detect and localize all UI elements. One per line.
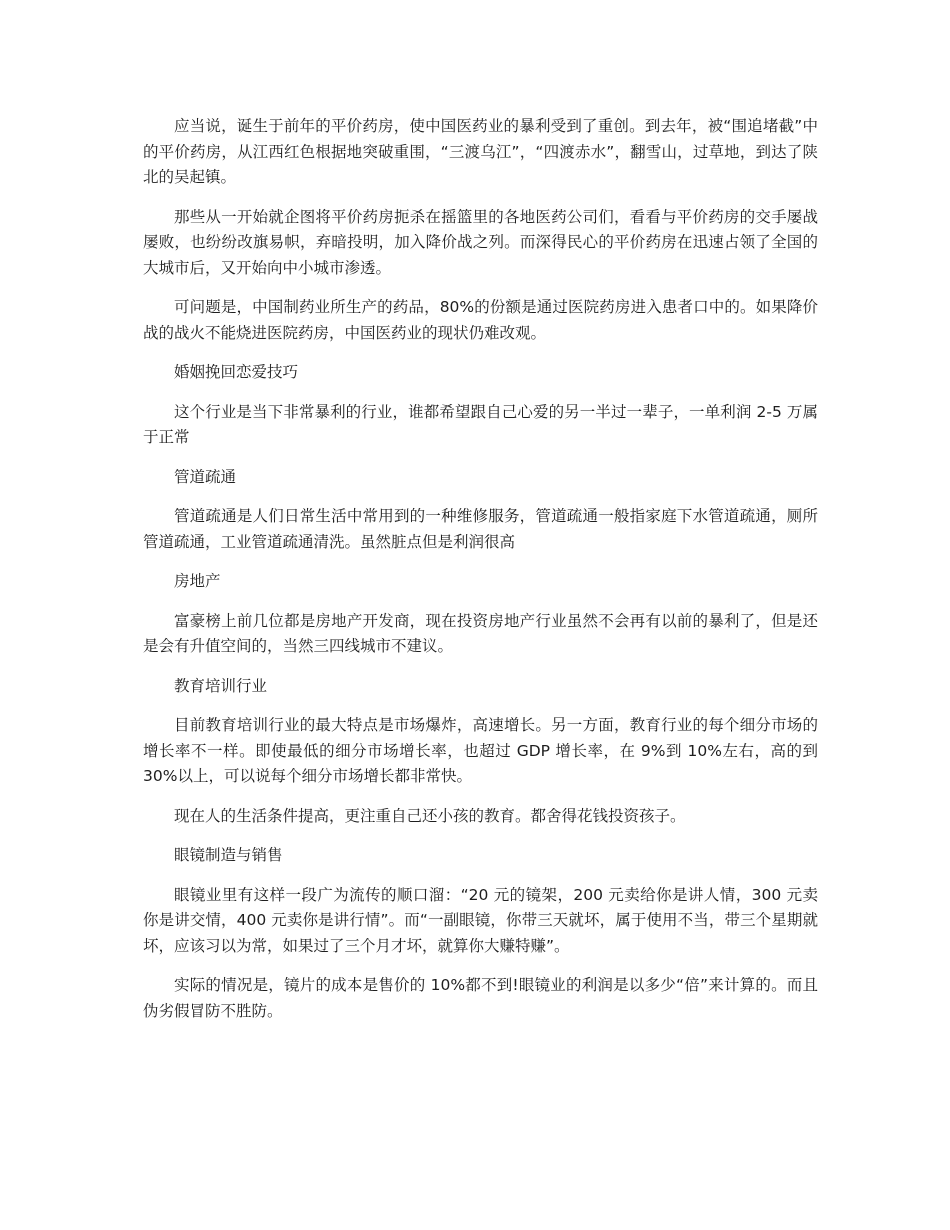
heading-eyewear: 眼镜制造与销售: [174, 846, 283, 864]
heading-pipe-dredging: 管道疏通: [174, 467, 237, 486]
paragraph-hospital-pharmacy: 可问题是，中国制药业所生产的药品，80%的份额是通过医院药房进入患者口中的。如果降价战的战火不能烧进医院药房，中国医药业的现状仍难改观。: [143, 298, 818, 342]
paragraph-marriage-recovery: 这个行业是当下非常暴利的行业，谁都希望跟自己心爱的另一半过一辈子，一单利润 2-5 万属于正常: [143, 402, 818, 446]
paragraph-education-market: 目前教育培训行业的最大特点是市场爆炸，高速增长。另一方面，教育行业的每个细分市场的增长率不一样。即使最低的细分市场增长率，也超过 GDP 增长率，在 9%到 10%左右，高的到 30%以上，可以说每个细分市场增长都非常快。: [143, 716, 818, 785]
heading-marriage-recovery: 婚姻挽回恋爱技巧: [174, 363, 299, 381]
heading-real-estate: 房地产: [174, 572, 221, 590]
paragraph-eyewear-saying: 眼镜业里有这样一段广为流传的顺口溜：“20 元的镜架，200 元卖给你是讲人情，300 元卖你是讲交情，400 元卖你是讲行情”。而“一副眼镜，你带三天就坏，属于使用不当，带三个星期就坏，应该习以为常，如果过了三个月才坏，就算你大赚特赚”。: [143, 885, 818, 955]
paragraph-education-investment: 现在人的生活条件提高，更注重自己还小孩的教育。都舍得花钱投资孩子。: [174, 806, 686, 825]
heading-education-training: 教育培训行业: [174, 676, 268, 695]
paragraph-pharma-companies: 那些从一开始就企图将平价药房扼杀在摇篮里的各地医药公司们，看看与平价药房的交手屡战屡败，也纷纷改旗易帜，弃暗投明，加入降价战之列。而深得民心的平价药房在迅速占领了全国的大城市后，又开始向中小城市渗透。: [143, 207, 818, 277]
paragraph-pipe-dredging: 管道疏通是人们日常生活中常用到的一种维修服务，管道疏通一般指家庭下水管道疏通，厕所管道疏通，工业管道疏通清洗。虽然脏点但是利润很高: [143, 507, 818, 551]
document-page: [143, 114, 818, 1038]
paragraph-real-estate: 富豪榜上前几位都是房地产开发商，现在投资房地产行业虽然不会再有以前的暴利了，但是还是会有升值空间的，当然三四线城市不建议。: [143, 611, 818, 655]
paragraph-eyewear-cost: 实际的情况是，镜片的成本是售价的 10%都不到!眼镜业的利润是以多少“倍”来计算的。而且伪劣假冒防不胜防。: [143, 976, 818, 1020]
paragraph-price-pharmacy-intro: 应当说，诞生于前年的平价药房，使中国医药业的暴利受到了重创。到去年，被“围追堵截”中的平价药房，从江西红色根据地突破重围，“三渡乌江”，“四渡赤水”，翻雪山，过草地，到达了陕北的吴起镇。: [143, 117, 818, 186]
